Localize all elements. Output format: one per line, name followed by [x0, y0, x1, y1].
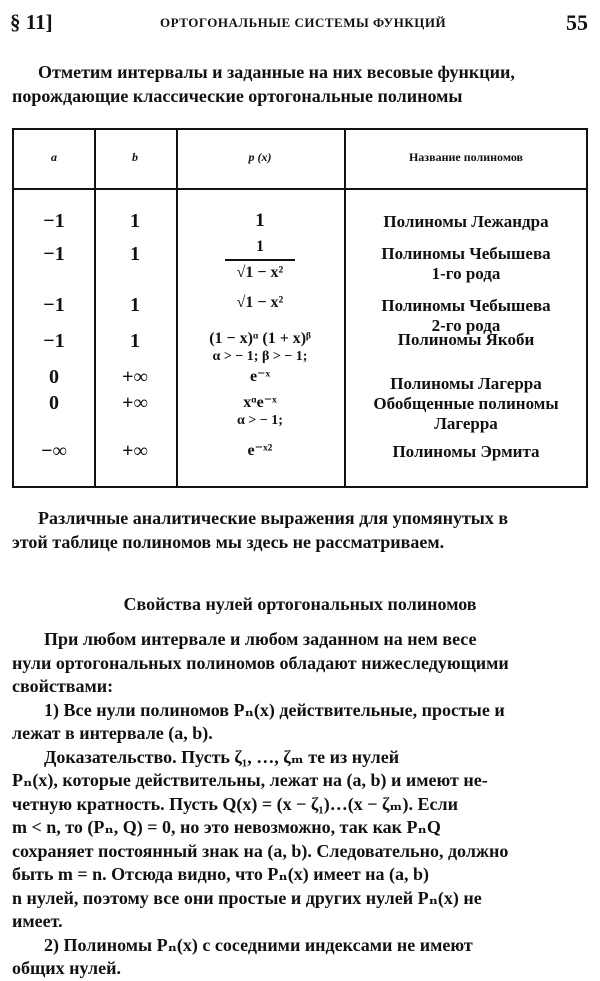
cell-name: Полиномы Лагерра	[390, 374, 542, 393]
body-line: При любом интервале и любом заданном на нем весе	[44, 629, 477, 649]
page-header	[10, 10, 588, 38]
cell-name	[344, 394, 588, 434]
cell-weight: e⁻ˣ²	[247, 442, 273, 459]
weight-line: xᵅe⁻ˣ	[243, 394, 277, 411]
header-name: Название полиномов	[408, 150, 524, 164]
cell-a: −1	[43, 243, 65, 265]
section-number: § 11]	[10, 10, 53, 34]
cell-name-line: Лагерра	[434, 414, 498, 433]
remark-paragraph	[12, 506, 588, 554]
body-line: 1) Все нули полиномов Pₙ(x) действительные, простые и	[44, 699, 505, 720]
cell-weight: √1 − x²	[236, 294, 284, 311]
cell-name-line: Полиномы Чебышева	[381, 296, 551, 315]
cell-a: 0	[49, 392, 59, 414]
cell-b: 1	[130, 330, 140, 352]
header-a: a	[51, 150, 57, 164]
body-line: n нулей, поэтому все они простые и других нулей Pₙ(x) не	[12, 887, 482, 908]
body-line: быть m = n. Отсюда видно, что Pₙ(x) имеет на (a, b)	[12, 864, 430, 884]
polynomial-table	[12, 128, 588, 488]
cell-b: +∞	[122, 440, 148, 462]
body-line: свойствами:	[12, 676, 114, 696]
body-line: лежат в интервале (a, b).	[12, 723, 213, 743]
fraction-bar	[225, 259, 295, 261]
cell-b: 1	[130, 210, 140, 232]
cell-name-line: 2-го рода	[431, 316, 501, 335]
cell-weight: 1	[255, 210, 265, 231]
body-line: нули ортогональных полиномов обладают нижеследующими	[12, 652, 509, 673]
body-line: общих нулей.	[12, 958, 121, 978]
cell-a: −1	[43, 330, 65, 352]
cell-a: −∞	[41, 440, 67, 462]
cell-b: 1	[130, 243, 140, 265]
body-line: Доказательство. Пусть ζ₁, …, ζₘ те из нулей	[44, 746, 400, 767]
remark-line: этой таблице полиномов мы здесь не рассматриваем.	[12, 532, 445, 552]
body-line: m < n, то (Pₙ, Q) = 0, но это невозможно, так как PₙQ	[12, 817, 441, 837]
cell-name-line: 1-го рода	[431, 264, 501, 283]
remark-line: Различные аналитические выражения для упомянутых в	[38, 508, 509, 528]
cell-name	[344, 244, 588, 284]
intro-paragraph	[12, 60, 588, 108]
cell-name: Полиномы Якоби	[397, 330, 535, 349]
body-line: сохраняет постоянный знак на (a, b). Следовательно, должно	[12, 840, 509, 861]
cell-a: −1	[43, 210, 65, 232]
cell-weight-fraction	[176, 238, 344, 282]
weight-line: (1 − x)ᵅ (1 + x)ᵝ	[209, 330, 311, 347]
cell-name: Полиномы Лежандра	[383, 212, 549, 231]
cell-weight	[176, 330, 344, 366]
header-divider	[14, 188, 586, 190]
fraction-denominator: √1 − x²	[236, 264, 284, 281]
cell-name-line: Обобщенные полиномы	[373, 394, 559, 413]
cell-a: −1	[43, 294, 65, 316]
intro-line: Отметим интервалы и заданные на них весовые функции,	[38, 62, 515, 82]
cell-name-line: Полиномы Чебышева	[381, 244, 551, 263]
body-line: имеет.	[12, 911, 63, 931]
page-number: 55	[566, 10, 588, 35]
cell-weight: e⁻ˣ	[249, 368, 271, 385]
body-line: четную кратность. Пусть Q(x) = (x − ζ₁)…(x − ζₘ). Если	[12, 793, 458, 814]
running-title: ОРТОГОНАЛЬНЫЕ СИСТЕМЫ ФУНКЦИЙ	[160, 15, 447, 30]
weight-condition: α > − 1;	[237, 413, 283, 428]
body-line: Pₙ(x), которые действительны, лежат на (a, b) и имеют не-	[12, 770, 488, 790]
body-text	[12, 628, 588, 981]
cell-name: Полиномы Эрмита	[392, 442, 540, 461]
intro-line: порождающие классические ортогональные полиномы	[12, 86, 463, 106]
section-subtitle: Свойства нулей ортогональных полиномов	[123, 594, 477, 614]
weight-condition: α > − 1; β > − 1;	[212, 349, 308, 364]
cell-weight	[176, 394, 344, 430]
cell-b: 1	[130, 294, 140, 316]
cell-b: +∞	[122, 366, 148, 388]
header-weight: p (x)	[248, 150, 272, 164]
header-b: b	[132, 150, 138, 164]
cell-b: +∞	[122, 392, 148, 414]
cell-a: 0	[49, 366, 59, 388]
body-line: 2) Полиномы Pₙ(x) с соседними индексами не имеют	[44, 934, 473, 955]
fraction-numerator: 1	[256, 238, 264, 255]
